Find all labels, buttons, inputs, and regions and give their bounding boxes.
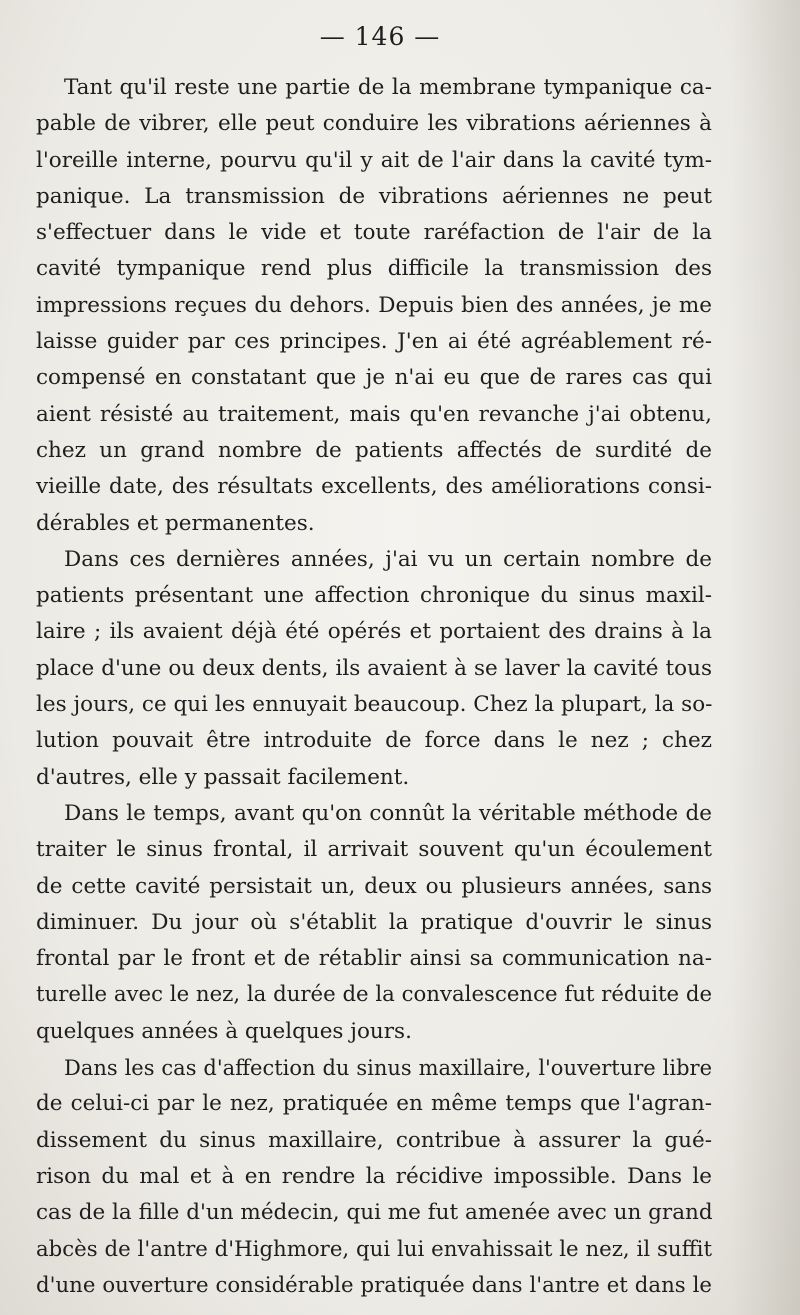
- text-line: frontal par le front et de rétablir ainsi sa communication na-: [36, 946, 712, 972]
- text-line: de celui-ci par le nez, pratiquée en même temps que l'agran-: [36, 1091, 712, 1117]
- text-line: cavité tympanique rend plus difficile la transmission des: [36, 256, 712, 282]
- text-line: aient résisté au traitement, mais qu'en revanche j'ai obtenu,: [36, 401, 712, 427]
- paragraph-2: [36, 542, 712, 796]
- text-line: chez un grand nombre de patients affectés de surdité de: [36, 437, 712, 463]
- text-line: panique. La transmission de vibrations aériennes ne peut: [36, 183, 712, 209]
- text-line: Dans ces dernières années, j'ai vu un certain nombre de: [64, 546, 712, 572]
- text-line: turelle avec le nez, la durée de la convalescence fut réduite de: [36, 982, 713, 1008]
- text-line: cas de la fille d'un médecin, qui me fut amenée avec un grand: [36, 1200, 713, 1226]
- text-line: vieille date, des résultats excellents, des améliorations consi-: [36, 474, 712, 500]
- text-line: de cette cavité persistait un, deux ou plusieurs années, sans: [36, 873, 712, 899]
- paragraph-3: [36, 796, 712, 1050]
- text-line: les jours, ce qui les ennuyait beaucoup. Chez la plupart, la so-: [36, 692, 713, 718]
- text-line: dérables et permanentes.: [36, 510, 315, 536]
- text-line: traiter le sinus frontal, il arrivait souvent qu'un écoulement: [36, 837, 712, 863]
- text-line: patients présentant une affection chronique du sinus maxil-: [36, 583, 712, 609]
- text-line: place d'une ou deux dents, ils avaient à se laver la cavité tous: [36, 655, 712, 681]
- page-number: — 146 —: [319, 22, 441, 51]
- text-line: d'une ouverture considérable pratiquée dans l'antre et dans le: [36, 1272, 712, 1298]
- text-line: laire ; ils avaient déjà été opérés et portaient des drains à la: [36, 619, 712, 645]
- text-line: abcès de l'antre d'Highmore, qui lui envahissait le nez, il suffit: [36, 1236, 712, 1262]
- text-line: lution pouvait être introduite de force dans le nez ; chez: [36, 728, 712, 754]
- text-line: Dans les cas d'affection du sinus maxillaire, l'ouverture libre: [64, 1056, 712, 1081]
- paragraph-4: [36, 1050, 712, 1304]
- text-line: l'oreille interne, pourvu qu'il y ait de l'air dans la cavité tym-: [36, 147, 712, 173]
- text-line: rison du mal et à en rendre la récidive impossible. Dans le: [36, 1163, 712, 1189]
- text-line: impressions reçues du dehors. Depuis bien des années, je me: [36, 292, 712, 318]
- text-line: compensé en constatant que je n'ai eu que de rares cas qui: [36, 365, 712, 391]
- text-line: quelques années à quelques jours.: [36, 1018, 412, 1044]
- text-line: diminuer. Du jour où s'établit la pratique d'ouvrir le sinus: [36, 909, 712, 935]
- text-line: pable de vibrer, elle peut conduire les vibrations aériennes à: [36, 111, 712, 137]
- text-line: s'effectuer dans le vide et toute raréfaction de l'air de la: [36, 220, 712, 246]
- text-line: Tant qu'il reste une partie de la membrane tympanique ca-: [64, 75, 712, 100]
- text-line: dissement du sinus maxillaire, contribue à assurer la gué-: [36, 1127, 712, 1153]
- text-line: Dans le temps, avant qu'on connût la véritable méthode de: [64, 800, 712, 826]
- text-line: laisse guider par ces principes. J'en ai été agréablement ré-: [36, 329, 712, 355]
- paragraph-1: [36, 70, 712, 542]
- body-text: [36, 70, 712, 1304]
- text-line: d'autres, elle y passait facilement.: [36, 764, 410, 790]
